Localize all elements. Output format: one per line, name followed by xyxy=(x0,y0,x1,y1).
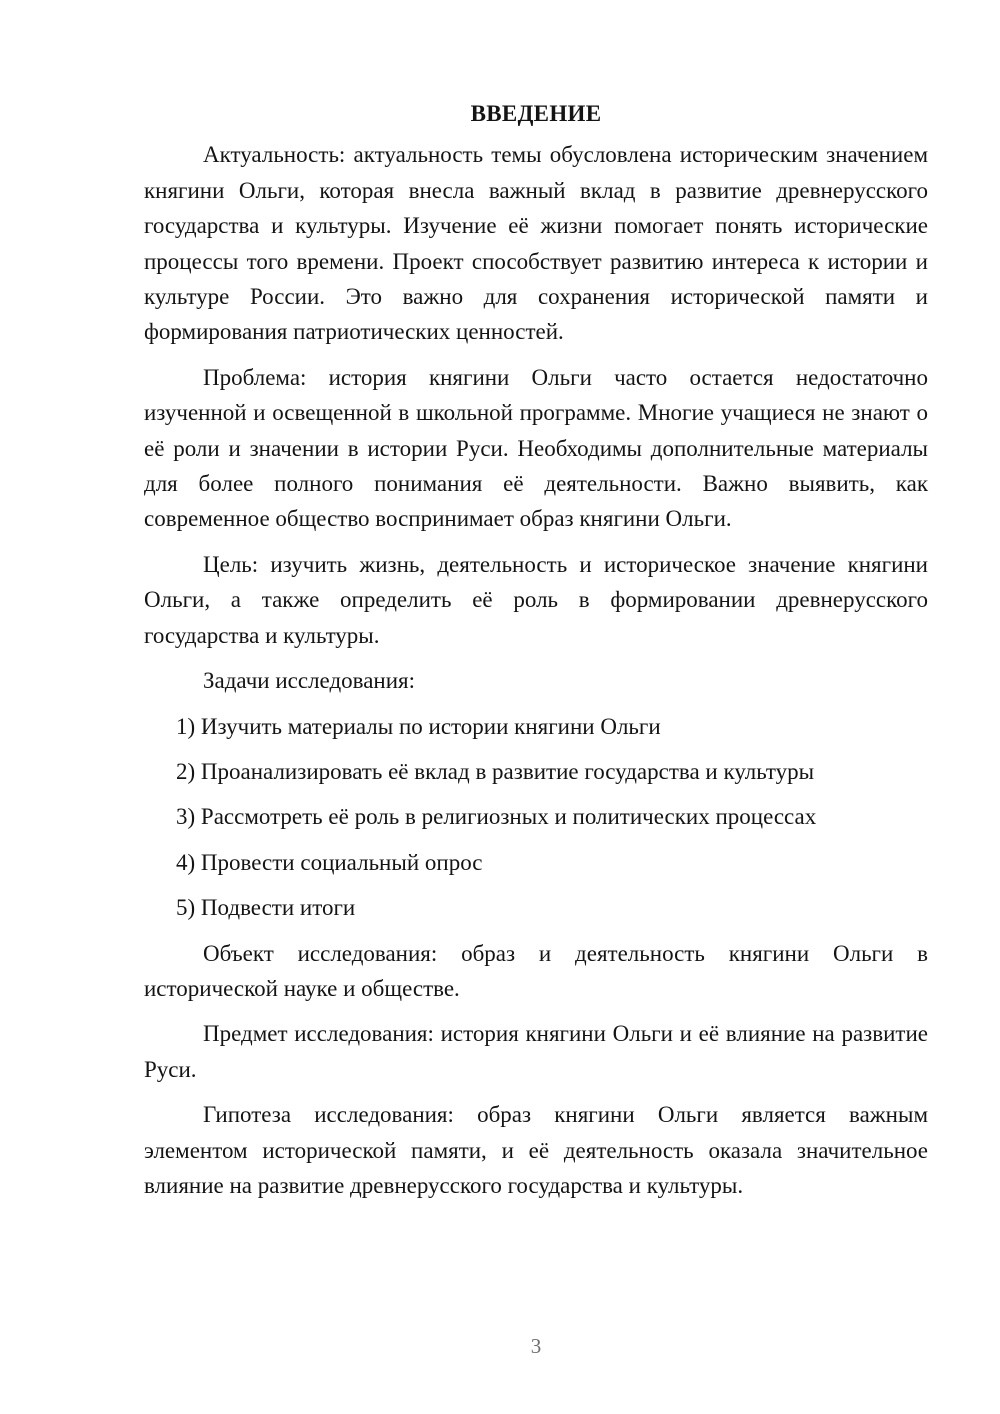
tasks-heading: Задачи исследования: xyxy=(203,668,416,694)
task-text: Изучить материалы по истории княгини Ольги xyxy=(200,713,661,739)
task-text: Подвести итоги xyxy=(200,895,356,921)
page-content xyxy=(144,96,928,1213)
page-title: ВВЕДЕНИЕ xyxy=(470,101,602,126)
task-text: Рассмотреть её роль в религиозных и политических процессах xyxy=(200,804,817,830)
task-item-5 xyxy=(144,890,928,925)
paragraph-subject: Предмет исследования: история княгини Ольги и её влияние на развитие Руси. xyxy=(144,1021,928,1082)
page-number: 3 xyxy=(530,1334,542,1358)
paragraph-goal: Цель: изучить жизнь, деятельность и историческое значение княгини Ольги, а также определить её роль в формировании древнерусского государства и культуры. xyxy=(144,551,928,648)
paragraph-relevance: Актуальность: актуальность темы обусловлена историческим значением княгини Ольги, которая внесла важный вклад в развитие древнерусского государства и культуры. Изучение её жизни помогает понять исторические процессы того времени. Проект способствует развитию интереса к истории и культуре России. Это важно для сохранения исторической памяти и формирования патриотических ценностей. xyxy=(144,142,928,345)
task-number: 3) xyxy=(176,804,196,830)
task-item-4 xyxy=(144,845,928,880)
task-text: Провести социальный опрос xyxy=(200,849,483,875)
task-item-1 xyxy=(144,709,928,744)
task-item-2 xyxy=(144,754,928,789)
task-number: 2) xyxy=(176,758,196,784)
task-number: 5) xyxy=(176,895,196,921)
task-text: Проанализировать её вклад в развитие государства и культуры xyxy=(200,758,815,784)
task-item-3 xyxy=(144,799,928,834)
paragraph-problem: Проблема: история княгини Ольги часто остается недостаточно изученной и освещенной в школьной программе. Многие учащиеся не знают о её роли и значении в истории Руси. Необходимы дополнительные материалы для более полного понимания её деятельности. Важно выявить, как современное общество воспринимает образ княгини Ольги. xyxy=(144,364,928,532)
paragraph-object: Объект исследования: образ и деятельность княгини Ольги в исторической науке и обществе. xyxy=(144,940,928,1001)
paragraph-hypothesis: Гипотеза исследования: образ княгини Ольги является важным элементом исторической памяти, и её деятельность оказала значительное влияние на развитие древнерусского государства и культуры. xyxy=(144,1102,928,1198)
task-number: 1) xyxy=(176,713,196,739)
task-number: 4) xyxy=(176,849,196,875)
